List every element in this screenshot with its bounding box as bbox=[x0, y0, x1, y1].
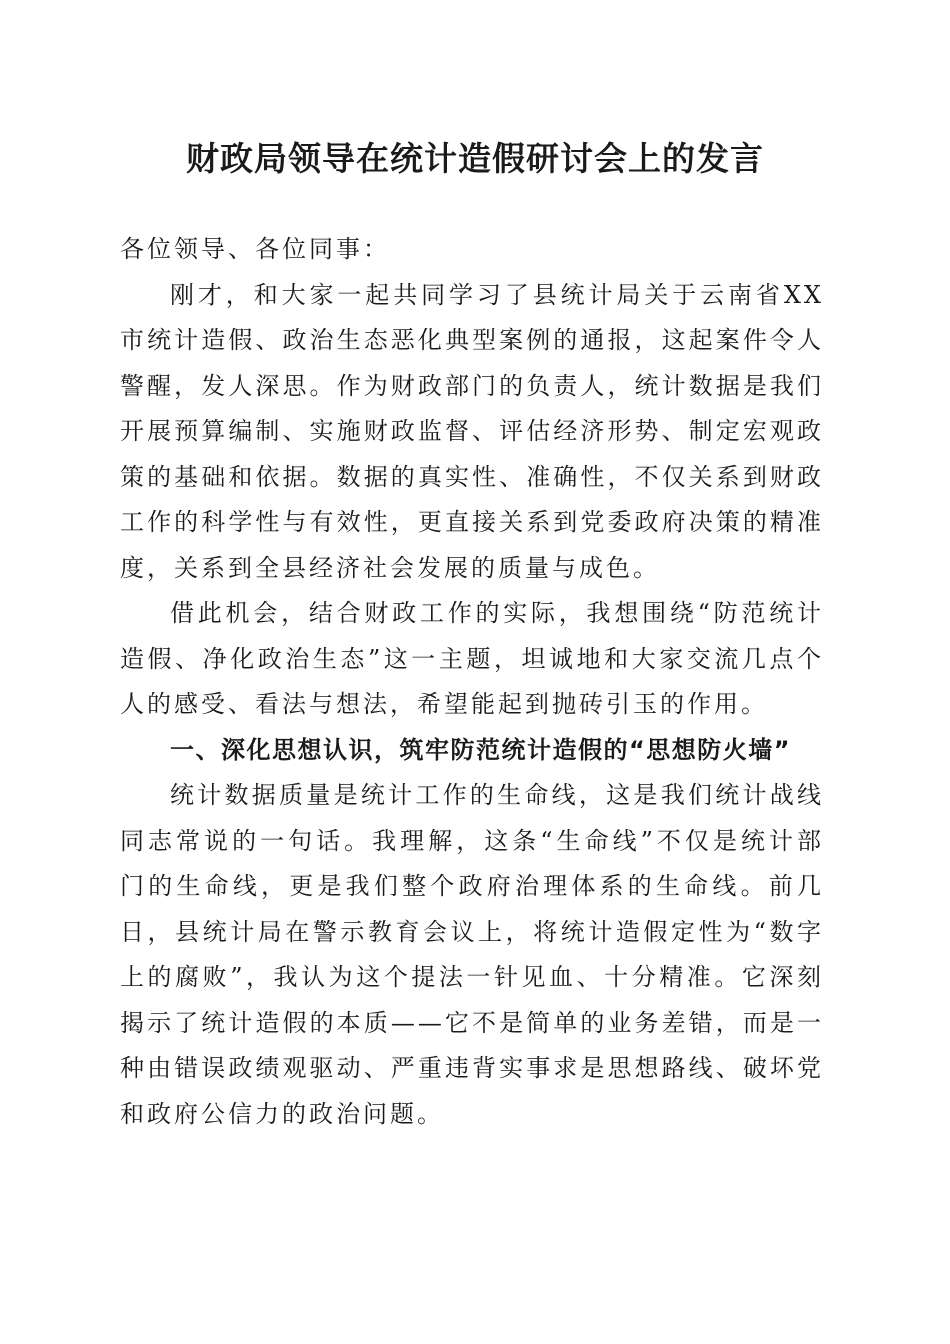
document-body bbox=[120, 227, 824, 1137]
paragraph-intro: 刚才，和大家一起共同学习了县统计局关于云南省XX市统计造假、政治生态恶化典型案例的通报，这起案件令人警醒，发人深思。作为财政部门的负责人，统计数据是我们开展预算编制、实施财政监督、评估经济形势、制定宏观政策的基础和依据。数据的真实性、准确性，不仅关系到财政工作的科学性与有效性，更直接关系到党委政府决策的精准度，关系到全县经济社会发展的质量与成色。 bbox=[120, 280, 824, 582]
document-title: 财政局领导在统计造假研讨会上的发言 bbox=[186, 139, 764, 178]
section-paragraph: 统计数据质量是统计工作的生命线，这是我们统计战线同志常说的一句话。我理解，这条“生命线”不仅是统计部门的生命线，更是我们整个政府治理体系的生命线。前几日，县统计局在警示教育会议上，将统计造假定性为“数字上的腐败”，我认为这个提法一针见血、十分精准。它深刻揭示了统计造假的本质——它不是简单的业务差错，而是一种由错误政绩观驱动、严重违背实事求是思想路线、破坏党和政府公信力的政治问题。 bbox=[120, 781, 824, 1128]
section-heading: 一、深化思想认识，筑牢防范统计造假的“思想防火墙” bbox=[170, 735, 792, 764]
salutation: 各位领导、各位同事： bbox=[120, 235, 390, 263]
paragraph-purpose: 借此机会，结合财政工作的实际，我想围绕“防范统计造假、净化政治生态”这一主题，坦诚地和大家交流几点个人的感受、看法与想法，希望能起到抛砖引玉的作用。 bbox=[120, 599, 824, 718]
